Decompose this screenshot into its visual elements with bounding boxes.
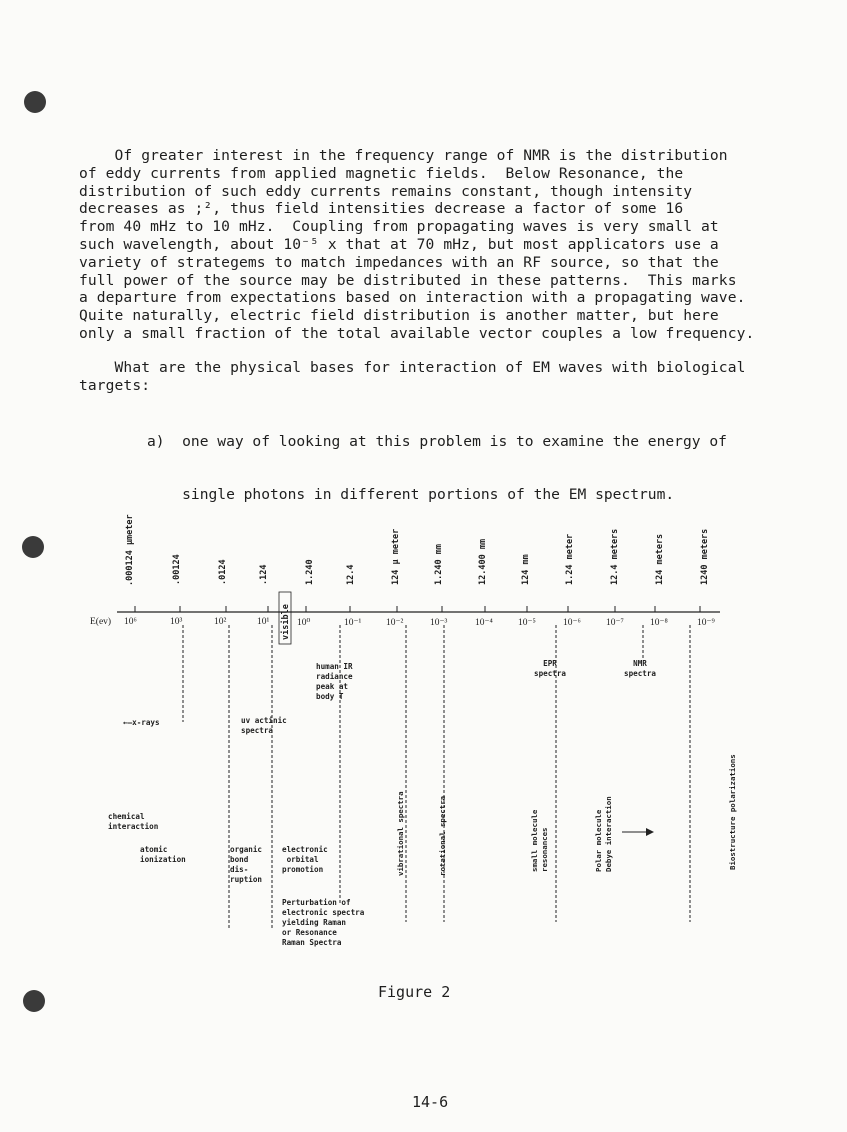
text-line: a) one way of looking at this problem is to examine the energy of [147,432,727,450]
wavelength-label: 1.24 meter [565,533,575,585]
text-line: Of greater interest in the frequency range of NMR is the distribution [79,147,728,164]
chemical-note: chemical interaction [108,812,159,831]
energy-tick-label: 10⁻⁷ [606,618,624,628]
energy-tick-label: 10⁻⁹ [697,618,715,628]
energy-tick-label: 10¹ [257,617,270,627]
small-molecule-label: small molecule resonances [530,809,549,872]
energy-tick-label: 10⁻² [386,618,404,628]
visible-label: visible [281,604,291,640]
wavelength-label: .124 [259,564,269,585]
text-line: such wavelength, about 10⁻⁵ x that at 70 mHz, but most applicators use a [79,235,719,253]
text-line: from 40 mHz to 10 mHz. Coupling from propagating waves is very small at [79,218,719,236]
wavelength-label: 12.400 mm [478,538,488,585]
energy-axis-label: E(ev) [90,617,112,627]
energy-tick-label: 10⁻⁴ [475,618,493,628]
ir-note: human IR radiance peak at body T [316,662,353,701]
text-line: full power of the source may be distributed in these patterns. This marks [79,271,737,289]
energy-tick-label: 10⁻⁶ [563,618,581,628]
xrays-note: ←—x-rays [123,718,160,727]
text-line: Quite naturally, electric field distribution is another matter, but here [79,307,719,325]
atomic-note: atomic ionization [140,845,186,864]
perturbation-note: Perturbation of electronic spectra yielding Raman or Resonance Raman Spectra [282,898,365,947]
text-line: a departure from expectations based on interaction with a propagating wave. [79,289,746,307]
energy-tick-label: 10⁻⁵ [518,618,536,628]
uv-note: uv actinic spectra [241,716,287,735]
wavelength-label: 1.240 mm [434,544,444,585]
wavelength-label: 124 mm [521,554,531,585]
wavelength-label: .00124 [172,554,182,585]
energy-tick-label: 10² [214,617,227,627]
rotational-label: rotational spectra [438,795,447,876]
arrow-head [646,828,654,836]
wavelength-label: 124 meters [655,533,665,585]
polar-molecule-label: Polar molecule Debye interaction [594,796,613,872]
epr-note: EPR spectra [534,659,567,678]
text-line: of eddy currents from applied magnetic fields. Below Resonance, the [79,164,684,182]
wavelength-label: 12.4 meters [610,528,620,585]
text-line: single photons in different portions of the EM spectrum. [147,485,675,503]
vibrational-label: vibrational spectra [396,791,405,876]
axis-ticks [135,606,700,612]
text-line: distribution of such eddy currents remains constant, though intensity [79,182,693,200]
electronic-note: electronic orbital promotion [282,845,328,874]
energy-tick-label: 10⁶ [124,617,137,627]
page-number: 14-6 [412,1093,449,1111]
organic-note: organic bond dis- ruption [230,845,263,884]
figure-caption: Figure 2 [378,983,451,1001]
energy-tick-label: 10⁻⁸ [650,618,668,628]
wavelength-label: 124 μ meter [391,528,401,585]
biostructure-label: Biostructure polarizations [728,754,737,870]
text-line: targets: [79,376,151,394]
text-line: What are the physical bases for interaction of EM waves with biological [79,359,746,376]
energy-tick-label: 10³ [170,617,183,627]
energy-tick-label: 10⁰ [297,618,311,628]
wavelength-label: 1.240 [305,559,315,585]
energy-tick-label: 10⁻¹ [344,618,362,628]
wavelength-label: 1240 meters [700,528,710,585]
nmr-note: NMR spectra [624,659,657,678]
energy-tick-label: 10⁻³ [430,618,448,628]
wavelength-label: 12.4 [346,564,356,585]
text-line: variety of strategems to match impedances with an RF source, so that the [79,253,719,271]
text-line: decreases as ;², thus field intensities decrease a factor of some 16 [79,200,684,218]
wavelength-label: .0124 [218,559,228,585]
text-line: only a small fraction of the total available vector couples a low frequency. [79,324,755,342]
wavelength-label: .000124 μmeter [125,514,135,586]
